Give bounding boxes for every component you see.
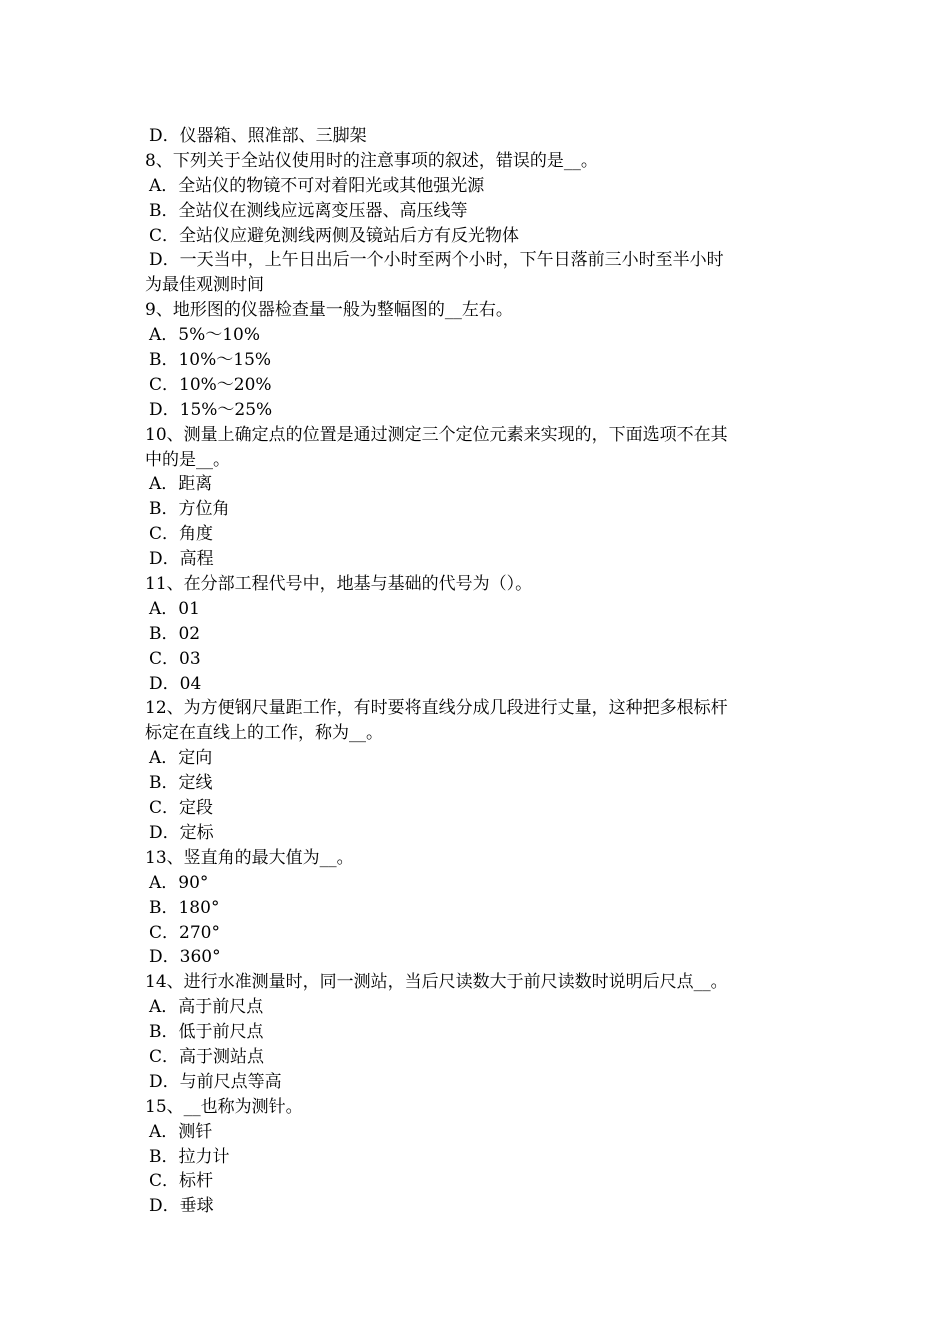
option-text: C．高于测站点 xyxy=(149,1046,265,1067)
question-13-text: 13、竖直角的最大值为__。 xyxy=(145,847,354,868)
document-page xyxy=(145,124,810,1219)
option-text: B．低于前尺点 xyxy=(149,1022,264,1043)
option-text: B．方位角 xyxy=(149,499,230,520)
question-9-text: 9、地形图的仪器检查量一般为整幅图的__左右。 xyxy=(145,300,513,321)
option-text: B．拉力计 xyxy=(149,1146,230,1167)
question-10-text: 10、测量上确定点的位置是通过测定三个定位元素来实现的，下面选项不在其 xyxy=(145,424,728,445)
option-text: B．定线 xyxy=(149,773,213,794)
option-text: D．高程 xyxy=(149,549,214,570)
option-text-continued: 为最佳观测时间 xyxy=(145,275,264,296)
option-text: C．10%～20% xyxy=(149,374,272,395)
option-text: B．180° xyxy=(149,897,220,918)
option-text: B．10%～15% xyxy=(149,350,272,371)
option-text: A．01 xyxy=(149,598,200,619)
option-text: A．高于前尺点 xyxy=(149,997,264,1018)
option-text: C．定段 xyxy=(149,798,214,819)
option-text: A．测钎 xyxy=(149,1121,213,1142)
question-8-text: 8、下列关于全站仪使用时的注意事项的叙述，错误的是__。 xyxy=(145,150,598,171)
option-text: A．定向 xyxy=(149,748,213,769)
option-text: C．03 xyxy=(149,648,201,669)
option-text: A．5%～10% xyxy=(149,325,261,346)
option-text: A．全站仪的物镜不可对着阳光或其他强光源 xyxy=(149,175,485,196)
question-12-text-continued: 标定在直线上的工作，称为__。 xyxy=(145,723,383,744)
question-10-text-continued: 中的是__。 xyxy=(145,449,230,470)
option-text: D．15%～25% xyxy=(149,399,273,420)
option-text: D．360° xyxy=(149,947,221,968)
option-text: B．全站仪在测线应远离变压器、高压线等 xyxy=(149,200,468,221)
option-text: D．与前尺点等高 xyxy=(149,1071,282,1092)
option-text: B．02 xyxy=(149,623,201,644)
option-text: D．04 xyxy=(149,673,202,694)
option-text: A．90° xyxy=(149,872,209,893)
question-15-text: 15、__也称为测针。 xyxy=(145,1096,303,1117)
option-text: C．标杆 xyxy=(149,1171,214,1192)
option-text: C．全站仪应避免测线两侧及镜站后方有反光物体 xyxy=(149,225,520,246)
option-text: C．角度 xyxy=(149,524,214,545)
option-text: A．距离 xyxy=(149,474,213,495)
option-text: C．270° xyxy=(149,922,220,943)
question-11-text: 11、在分部工程代号中，地基与基础的代号为（）。 xyxy=(145,574,533,595)
option-text: D．仪器箱、照准部、三脚架 xyxy=(149,126,367,146)
option-text: D．垂球 xyxy=(149,1196,214,1217)
option-text: D．定标 xyxy=(149,822,214,843)
question-12-text: 12、为方便钢尺量距工作，有时要将直线分成几段进行丈量，这种把多根标杆 xyxy=(145,698,728,719)
option-text: D．一天当中，上午日出后一个小时至两个小时，下午日落前三小时至半小时 xyxy=(149,250,724,271)
question-14-text: 14、进行水准测量时，同一测站，当后尺读数大于前尺读数时说明后尺点__。 xyxy=(145,972,728,993)
